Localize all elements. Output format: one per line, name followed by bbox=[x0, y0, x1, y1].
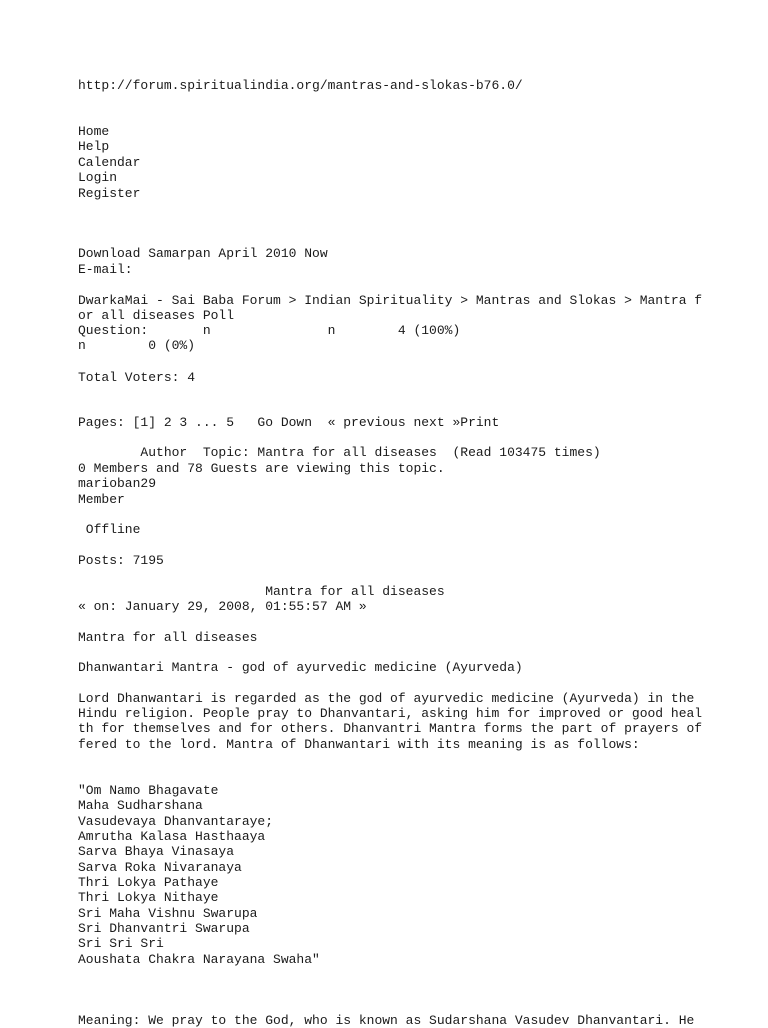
nav-help-link[interactable]: Help bbox=[78, 139, 110, 154]
mantra-line: Aoushata Chakra Narayana Swaha" bbox=[78, 952, 320, 967]
author-post-count: Posts: 7195 bbox=[78, 553, 164, 568]
poll-question-row: Question: n n 4 (100%) bbox=[78, 323, 461, 338]
mantra-line: Sri Maha Vishnu Swarupa bbox=[78, 906, 258, 921]
author-online-status: Offline bbox=[78, 522, 141, 537]
paragraph-line: fered to the lord. Mantra of Dhanwantari with its meaning is as follows: bbox=[78, 737, 640, 752]
pagination-bar[interactable]: Pages: [1] 2 3 ... 5 Go Down « previous next »Print bbox=[78, 415, 500, 430]
mantra-line: Amrutha Kalasa Hasthaaya bbox=[78, 829, 266, 844]
paragraph-line: Hindu religion. People pray to Dhanvantari, asking him for improved or good heal bbox=[78, 706, 703, 721]
mantra-line: Vasudevaya Dhanvantaraye; bbox=[78, 814, 274, 829]
download-link[interactable]: Download Samarpan April 2010 Now bbox=[78, 246, 328, 261]
nav-register-link[interactable]: Register bbox=[78, 186, 141, 201]
mantra-line: Sri Sri Sri bbox=[78, 936, 164, 951]
breadcrumb-continued[interactable]: or all diseases Poll bbox=[78, 308, 235, 323]
post-subtitle: Dhanwantari Mantra - god of ayurvedic medicine (Ayurveda) bbox=[78, 660, 523, 675]
poll-option-row: n 0 (0%) bbox=[78, 338, 196, 353]
email-label: E-mail: bbox=[78, 262, 133, 277]
post-title: Mantra for all diseases bbox=[78, 630, 258, 645]
author-rank: Member bbox=[78, 492, 125, 507]
nav-home-link[interactable]: Home bbox=[78, 124, 110, 139]
mantra-line: Sarva Bhaya Vinasaya bbox=[78, 844, 235, 859]
meaning-line: Meaning: We pray to the God, who is known as Sudarshana Vasudev Dhanvantari. He bbox=[78, 1013, 695, 1028]
mantra-line: Sarva Roka Nivaranaya bbox=[78, 860, 242, 875]
viewing-status: 0 Members and 78 Guests are viewing this topic. bbox=[78, 461, 445, 476]
post-date: « on: January 29, 2008, 01:55:57 AM » bbox=[78, 599, 367, 614]
mantra-line: Thri Lokya Nithaye bbox=[78, 890, 219, 905]
page-url[interactable]: http://forum.spiritualindia.org/mantras-and-slokas-b76.0/ bbox=[78, 78, 523, 93]
breadcrumb[interactable]: DwarkaMai - Sai Baba Forum > Indian Spirituality > Mantras and Slokas > Mantra f bbox=[78, 293, 703, 308]
nav-login-link[interactable]: Login bbox=[78, 170, 118, 185]
topic-header: Author Topic: Mantra for all diseases (Read 103475 times) bbox=[78, 445, 601, 460]
mantra-line: Maha Sudharshana bbox=[78, 798, 203, 813]
author-name-link[interactable]: marioban29 bbox=[78, 476, 157, 491]
poll-total-voters: Total Voters: 4 bbox=[78, 370, 196, 385]
mantra-line: Sri Dhanvantri Swarupa bbox=[78, 921, 250, 936]
mantra-line: Thri Lokya Pathaye bbox=[78, 875, 219, 890]
paragraph-line: th for themselves and for others. Dhanvantri Mantra forms the part of prayers of bbox=[78, 721, 703, 736]
paragraph-line: Lord Dhanwantari is regarded as the god of ayurvedic medicine (Ayurveda) in the bbox=[78, 691, 695, 706]
nav-calendar-link[interactable]: Calendar bbox=[78, 155, 141, 170]
mantra-line: "Om Namo Bhagavate bbox=[78, 783, 219, 798]
post-subject-link[interactable]: Mantra for all diseases bbox=[78, 584, 445, 599]
